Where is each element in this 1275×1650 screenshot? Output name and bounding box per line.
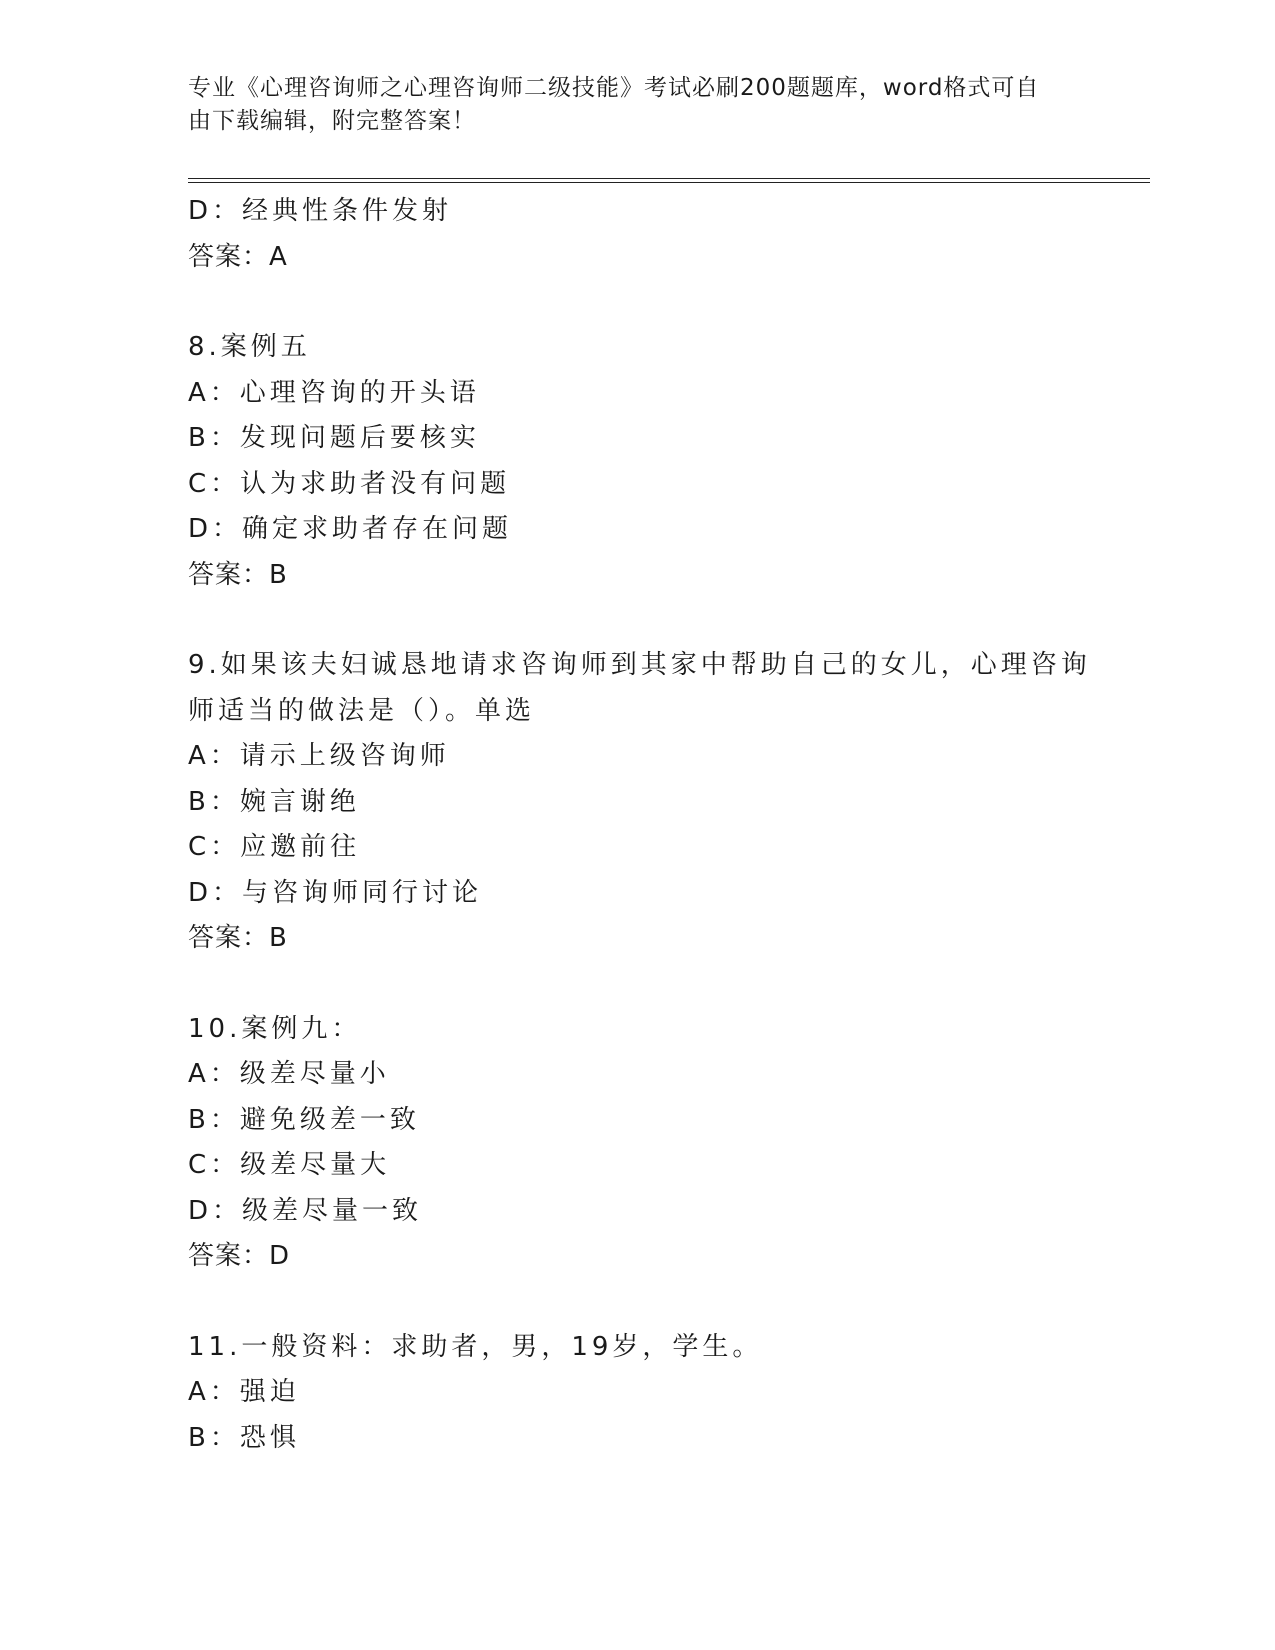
question-stem: 11.一般资料：求助者，男，19岁，学生。 bbox=[188, 1331, 763, 1362]
question-stem: 10.案例九： bbox=[188, 1013, 362, 1044]
spacer bbox=[188, 280, 1088, 325]
option-c: C：级差尽量大 bbox=[188, 1150, 391, 1180]
spacer bbox=[188, 598, 1088, 643]
question-10 bbox=[188, 1007, 1088, 1280]
option-a: A：级差尽量小 bbox=[188, 1059, 390, 1089]
question-list bbox=[188, 189, 1091, 1461]
answer-line: 答案：B bbox=[188, 559, 288, 590]
option-b: B：恐惧 bbox=[188, 1422, 300, 1453]
question-11 bbox=[188, 1325, 1088, 1462]
header-divider-bottom bbox=[188, 182, 1150, 183]
spacer bbox=[188, 1280, 1088, 1325]
option-b: B：避免级差一致 bbox=[188, 1104, 420, 1135]
option-c: C：认为求助者没有问题 bbox=[188, 468, 511, 499]
option-d: D：确定求助者存在问题 bbox=[188, 514, 513, 544]
header-divider-top bbox=[188, 178, 1150, 179]
answer-line: 答案：B bbox=[188, 923, 288, 953]
answer-line: 答案：A bbox=[188, 241, 288, 272]
option-c: C：应邀前往 bbox=[188, 832, 361, 862]
question-stem: 9.如果该夫妇诚恳地请求咨询师到其家中帮助自己的女儿，心理咨询 bbox=[188, 650, 1091, 680]
question-stem-continued: 师适当的做法是（）。单选 bbox=[188, 695, 536, 726]
question-8 bbox=[188, 325, 1088, 598]
option-a: A：请示上级咨询师 bbox=[188, 741, 450, 771]
option-b: B：婉言谢绝 bbox=[188, 786, 360, 817]
spacer bbox=[188, 962, 1088, 1007]
question-9 bbox=[188, 643, 1091, 962]
question-stem: 8.案例五 bbox=[188, 332, 311, 362]
option-d: D：经典性条件发射 bbox=[188, 196, 453, 226]
option-d: D：级差尽量一致 bbox=[188, 1195, 423, 1226]
answer-line: 答案：D bbox=[188, 1241, 291, 1271]
option-a: A：心理咨询的开头语 bbox=[188, 377, 480, 408]
document-header bbox=[188, 72, 1068, 138]
option-b: B：发现问题后要核实 bbox=[188, 423, 480, 453]
option-a: A：强迫 bbox=[188, 1377, 300, 1407]
header-line-1: 专业《心理咨询师之心理咨询师二级技能》考试必刷200题题库，word格式可自 bbox=[188, 75, 1040, 101]
header-line-2: 由下载编辑，附完整答案！ bbox=[188, 108, 476, 134]
option-d: D：与咨询师同行讨论 bbox=[188, 877, 483, 908]
